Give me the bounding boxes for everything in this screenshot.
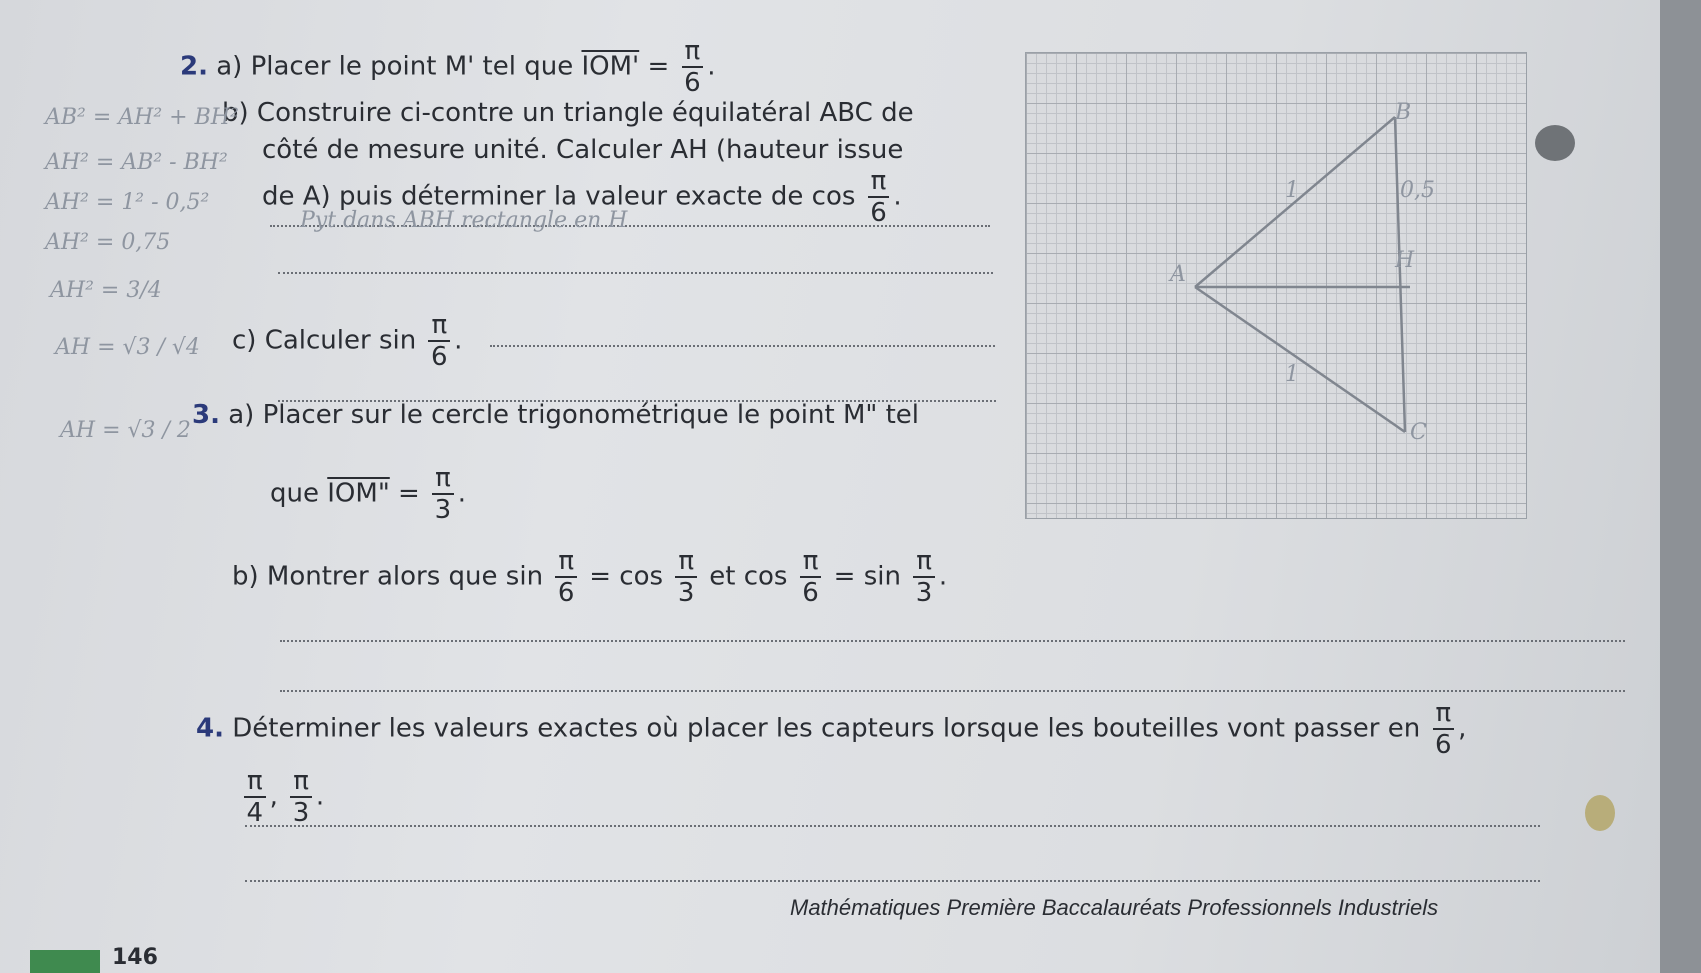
- frac-den: 6: [1435, 730, 1452, 760]
- q3-part-b: [232, 548, 947, 606]
- answer-line: [278, 272, 993, 274]
- period: .: [454, 325, 463, 356]
- side-bc: [1395, 117, 1405, 432]
- frac-den: 6: [557, 578, 575, 608]
- tri-label-05: 0,5: [1400, 178, 1435, 203]
- answer-line: [490, 345, 995, 347]
- tri-label-b: B: [1395, 100, 1412, 125]
- period: .: [893, 181, 902, 212]
- q3a-equals: =: [398, 478, 420, 509]
- q3b-and: et cos: [709, 561, 788, 592]
- period: .: [457, 478, 467, 509]
- frac-num: π: [800, 548, 822, 578]
- binder-hole: [1585, 795, 1615, 831]
- binder-hole: [1535, 125, 1575, 161]
- q3a-line1: [192, 400, 919, 430]
- q2a-fraction: [682, 38, 704, 96]
- q2b-fraction: [868, 168, 890, 226]
- answer-line: [280, 690, 1625, 692]
- q3b-frac3: [800, 548, 822, 606]
- page-number: 146: [112, 945, 158, 970]
- q3b-eq: = cos: [589, 561, 664, 592]
- tri-label-1a: 1: [1285, 178, 1299, 203]
- frac-den: 6: [684, 68, 701, 98]
- frac-den: 6: [802, 578, 819, 608]
- frac-num: π: [432, 465, 454, 495]
- frac-num: π: [1433, 700, 1455, 730]
- frac-num: π: [555, 548, 577, 578]
- q3-number: 3.: [192, 400, 220, 430]
- margin-note-7: AH = √3 / 2: [60, 418, 191, 443]
- frac-num: π: [244, 768, 266, 798]
- frac-num: π: [675, 548, 697, 578]
- q3b-text: b) Montrer alors que sin: [232, 561, 544, 592]
- margin-note-6: AH = √3 / √4: [55, 335, 200, 360]
- frac-den: 3: [915, 578, 933, 608]
- frac-num: π: [290, 768, 312, 798]
- q4-frac1: [1433, 700, 1455, 758]
- q2c-fraction: [428, 312, 450, 370]
- tri-label-h: H: [1395, 248, 1415, 273]
- q2c-text: c) Calculer sin: [232, 325, 417, 356]
- q4-number: 4.: [196, 713, 224, 744]
- frac-den: 3: [434, 495, 452, 525]
- frac-num: π: [868, 168, 890, 198]
- q3b-frac2: [675, 548, 697, 606]
- handwritten-answer: Pyt dans ABH rectangle en H: [300, 208, 628, 233]
- period: .: [938, 561, 948, 592]
- frac-den: 6: [870, 198, 887, 228]
- q3a-fraction: [432, 465, 454, 523]
- q4-line1: 4. Déterminer les valeurs exactes où placer les capteurs lorsque les bouteilles vont passer en $\frac{\pi}{6}$ ,: [196, 698, 1467, 760]
- q2b-line3-text: de A) puis déterminer la valeur exacte de cos: [262, 181, 856, 212]
- q4-line2: $\frac{\pi}{4}$ , $\frac{\pi}{3}$ .: [240, 768, 324, 826]
- q2a-equals: =: [647, 51, 670, 82]
- page-tab-marker: [30, 950, 100, 973]
- side-ac: [1195, 287, 1405, 432]
- q3b-eq2: = sin: [833, 561, 901, 592]
- margin-note-1: AB² = AH² + BH²: [45, 105, 239, 130]
- frac-den: 3: [292, 798, 310, 828]
- tri-label-1b: 1: [1285, 362, 1299, 387]
- q2a-angle: IOM': [581, 51, 640, 82]
- answer-line: [245, 880, 1540, 882]
- q3a-text: a) Placer sur le cercle trigonométrique le point M" tel: [228, 400, 920, 430]
- q3a-line2: [270, 465, 466, 523]
- answer-line: [245, 825, 1540, 827]
- q2-part-a: [180, 38, 715, 96]
- margin-note-4: AH² = 0,75: [45, 230, 171, 255]
- q2b-line2: côté de mesure unité. Calculer AH (hauteur issue: [262, 135, 904, 165]
- q4-text: Déterminer les valeurs exactes où placer les capteurs lorsque les bouteilles vont passer en: [232, 713, 1421, 744]
- q4-frac2: [244, 768, 266, 826]
- frac-den: 3: [677, 578, 695, 608]
- margin-note-2: AH² = AB² - BH²: [45, 150, 228, 175]
- q2-number: 2.: [180, 51, 208, 82]
- q2-part-c: [232, 312, 462, 370]
- tri-label-a: A: [1170, 262, 1186, 287]
- period: .: [707, 51, 716, 82]
- margin-note-3: AH² = 1² - 0,5²: [45, 190, 210, 215]
- book-title-footer: Mathématiques Première Baccalauréats Professionnels Industriels: [790, 895, 1439, 920]
- q3b-frac1: [555, 548, 577, 606]
- answer-line: [280, 640, 1625, 642]
- q3b-frac4: [913, 548, 935, 606]
- frac-den: 4: [246, 798, 264, 828]
- q2b-line1: b) Construire ci-contre un triangle équilatéral ABC de: [222, 98, 914, 128]
- q3a-angle: IOM": [327, 478, 390, 509]
- q2a-text: a) Placer le point M' tel que: [216, 51, 574, 82]
- frac-num: π: [682, 38, 704, 68]
- tri-label-c: C: [1410, 420, 1427, 445]
- q3a-que: que: [270, 478, 319, 509]
- q4-frac3: [290, 768, 312, 826]
- period: .: [315, 781, 325, 812]
- margin-note-5: AH² = 3/4: [50, 278, 162, 303]
- triangle-sketch: [1025, 52, 1525, 517]
- frac-num: π: [428, 312, 450, 342]
- frac-den: 6: [431, 342, 448, 372]
- frac-num: π: [913, 548, 935, 578]
